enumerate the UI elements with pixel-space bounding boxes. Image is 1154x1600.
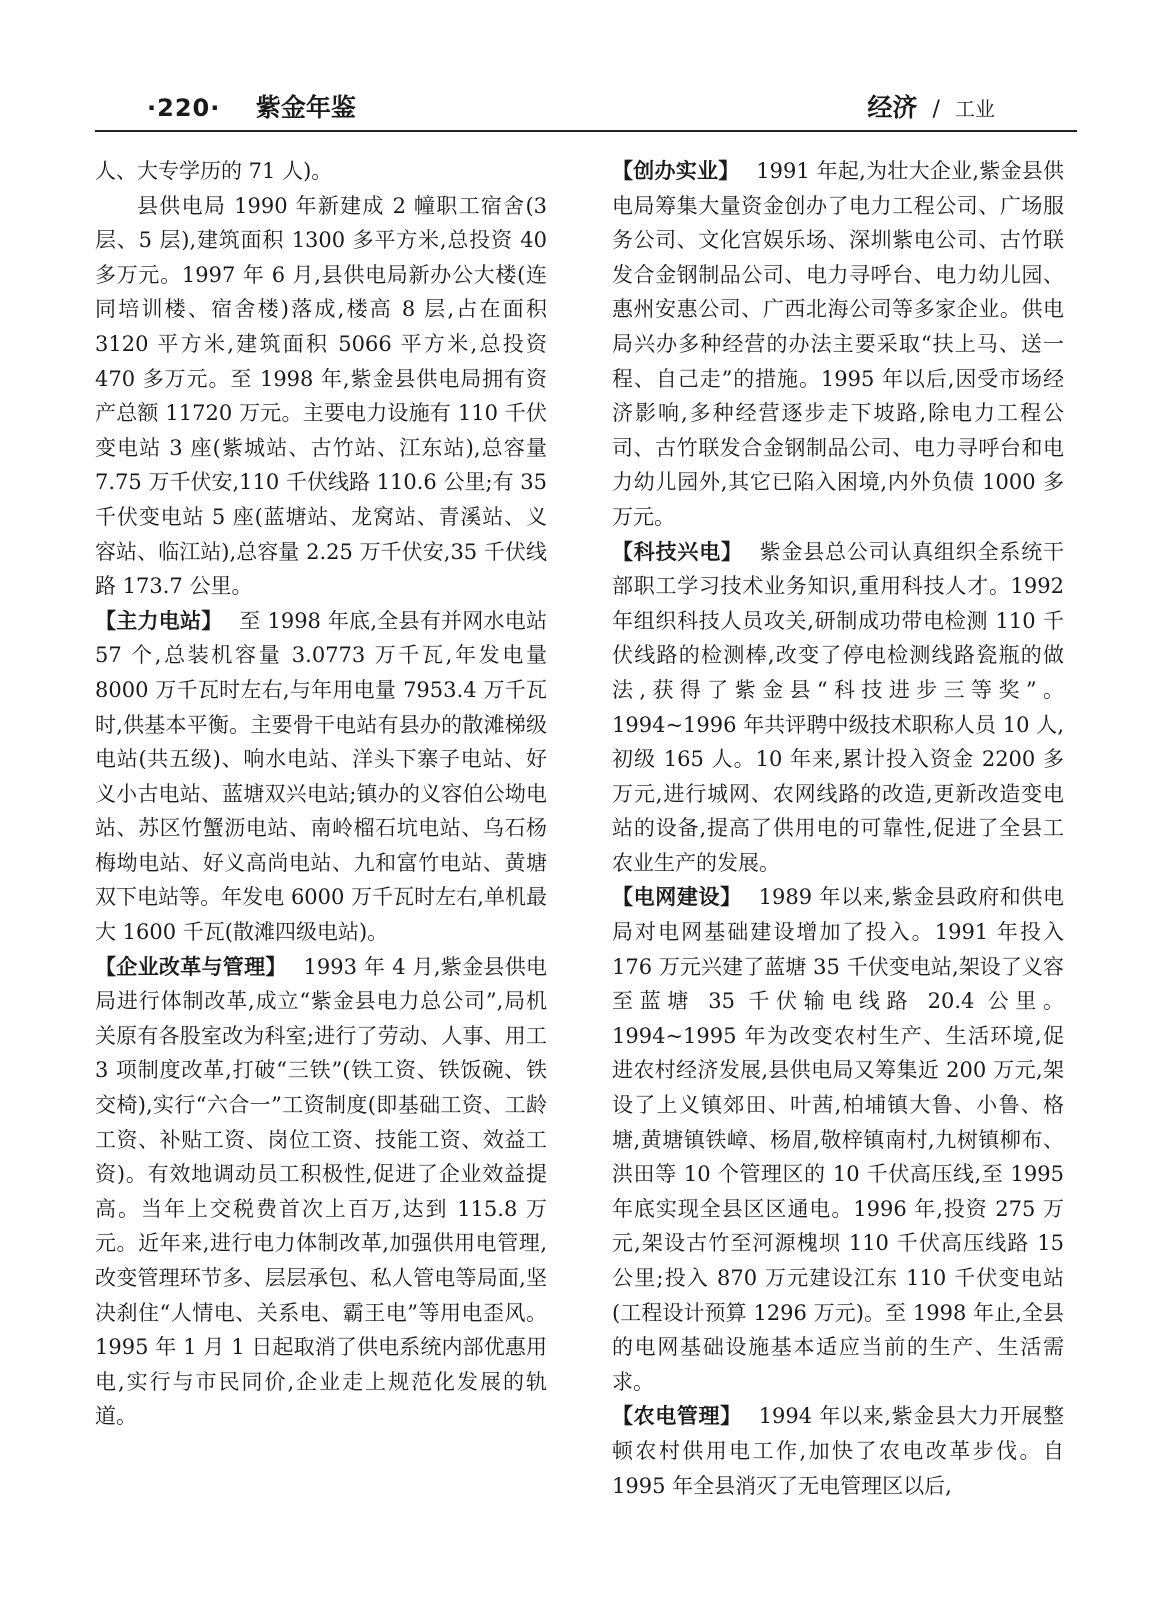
book-title: 紫金年鉴 xyxy=(255,93,356,122)
header-right xyxy=(867,88,995,124)
page-number: ·220· xyxy=(147,94,221,122)
right-column xyxy=(612,154,1064,1503)
paragraph-power-bureau-assets xyxy=(95,189,547,604)
entry-industry-ventures xyxy=(612,154,1064,535)
entry-text: 1991 年起,为壮大企业,紫金县供电局筹集大量资金创办了电力工程公司、广场服务公司、文化宫娱乐场、深圳紫电公司、古竹联发合金钢制品公司、电力寻呼台、电力幼儿园、惠州安惠公司、广西北海公司等多家企业。供电局兴办多种经营的办法主要采取“扶上马、送一程、自己走”的措施。1995 年以后,因受市场经济影响,多种经营逐步走下坡路,除电力工程公司、古竹联发合金钢制品公司、电力寻呼台和电力幼儿园外,其它已陷入困境,内外负债 1000 多万元。 xyxy=(612,159,1065,529)
entry-grid-construction xyxy=(612,880,1064,1399)
subsection-title: 工业 xyxy=(955,97,995,121)
paragraph-continued xyxy=(95,154,547,189)
entry-heading: 【农电管理】 xyxy=(612,1404,742,1429)
entry-heading: 【企业改革与管理】 xyxy=(95,954,287,979)
entry-text: 1993 年 4 月,紫金县供电局进行体制改革,成立“紫金县电力总公司”,局机关原有各股室改为科室;进行了劳动、人事、用工 3 项制度改革,打破“三铁”(铁工资、铁饭碗、铁交椅),实行“六合一”工资制度(即基础工资、工龄工资、补贴工资、岗位工资、技能工资、效益工资)。有效地调动员工积极性,促进了企业效益提高。当年上交税费首次上百万,达到 115.8 万元。近年来,进行电力体制改革,加强供用电管理,改变管理环节多、层层承包、私人管电等局面,坚决刹住“人情电、关系电、霸王电”等用电歪风。1995 年 1 月 1 日起取消了供电系统内部优惠用电,实行与市民同价,企业走上规范化发展的轨道。 xyxy=(95,954,547,1429)
entry-heading: 【创办实业】 xyxy=(612,159,740,183)
section-separator: / xyxy=(932,97,940,122)
header-left xyxy=(147,88,356,124)
body-columns xyxy=(95,154,1077,1574)
entry-heading: 【主力电站】 xyxy=(95,608,223,633)
entry-text: 1994 年以来,紫金县大力开展整顿农村供用电工作,加快了农电改革步伐。自 1995 年全县消灭了无电管理区以后, xyxy=(612,1404,1065,1498)
entry-enterprise-reform xyxy=(95,950,547,1434)
entry-technology xyxy=(612,535,1064,881)
entry-main-power-stations xyxy=(95,604,547,950)
entry-text: 1989 年以来,紫金县政府和供电局对电网基础建设增加了投入。1991 年投入 176 万元兴建了蓝塘 35 千伏变电站,架设了义容至蓝塘 35 千伏输电线路 20.4 公里。1994~1995 年为改变农村生产、生活环境,促进农村经济发展,县供电局又筹集近 200 万元,架设了上义镇郊田、叶茜,柏埔镇大鲁、小鲁、格塘,黄塘镇铁嶂、杨眉,敬梓镇南村,九树镇柳布、洪田等 10 个管理区的 10 千伏高压线,至 1995 年底实现全县区区通电。1996 年,投资 275 万元,架设古竹至河源槐坝 110 千伏高压线路 15 公里;投入 870 万元建设江东 110 千伏变电站(工程设计预算 1296 万元)。至 1998 年止,全县的电网基础设施基本适应当前的生产、生活需求。 xyxy=(612,885,1065,1394)
paragraph-text: 人、大专学历的 71 人)。 xyxy=(95,159,333,183)
entry-text: 紫金县总公司认真组织全系统干部职工学习技术业务知识,重用科技人才。1992 年组织科技人员攻关,研制成功带电检测 110 千伏线路的检测棒,改变了停电检测线路瓷瓶的做法,获得了紫金县“科技进步三等奖”。 1994~1996 年共评聘中级技术职称人员 10 人,初级 165 人。10 年来,累计投入资金 2200 多万元,进行城网、农网线路的改造,更新改造变电站的设备,提高了供用电的可靠性,促进了全县工农业生产的发展。 xyxy=(612,539,1065,875)
running-header xyxy=(95,86,1077,132)
paragraph-text: 县供电局 1990 年新建成 2 幢职工宿舍(3 层、5 层),建筑面积 1300 多平方米,总投资 40 多万元。1997 年 6 月,县供电局新办公大楼(连同培训楼、宿舍楼)落成,楼高 8 层,占在面积 3120 平方米,建筑面积 5066 平方米,总投资 470 多万元。至 1998 年,紫金县供电局拥有资产总额 11720 万元。主要电力设施有 110 千伏变电站 3 座(紫城站、古竹站、江东站),总容量 7.75 万千伏安,110 千伏线路 110.6 公里;有 35 千伏变电站 5 座(蓝塘站、龙窝站、青溪站、义容站、临江站),总容量 2.25 万千伏安,35 千伏线路 173.7 公里。 xyxy=(95,193,547,599)
left-column xyxy=(95,154,547,1434)
entry-heading: 【电网建设】 xyxy=(612,885,742,910)
entry-rural-power xyxy=(612,1399,1064,1503)
entry-heading: 【科技兴电】 xyxy=(612,539,743,564)
section-title: 经济 xyxy=(867,93,918,122)
entry-text: 至 1998 年底,全县有并网水电站 57 个,总装机容量 3.0773 万千瓦,年发电量 8000 万千瓦时左右,与年用电量 7953.4 万千瓦时,供基本平衡。主要骨干电站有县办的散滩梯级电站(共五级)、响水电站、洋头下寨子电站、好义小古电站、蓝塘双兴电站;镇办的义容伯公坳电站、苏区竹蟹沥电站、南岭榴石坑电站、乌石杨梅坳电站、好义高尚电站、九和富竹电站、黄塘双下电站等。年发电 6000 万千瓦时左右,单机最大 1600 千瓦(散滩四级电站)。 xyxy=(95,608,548,945)
